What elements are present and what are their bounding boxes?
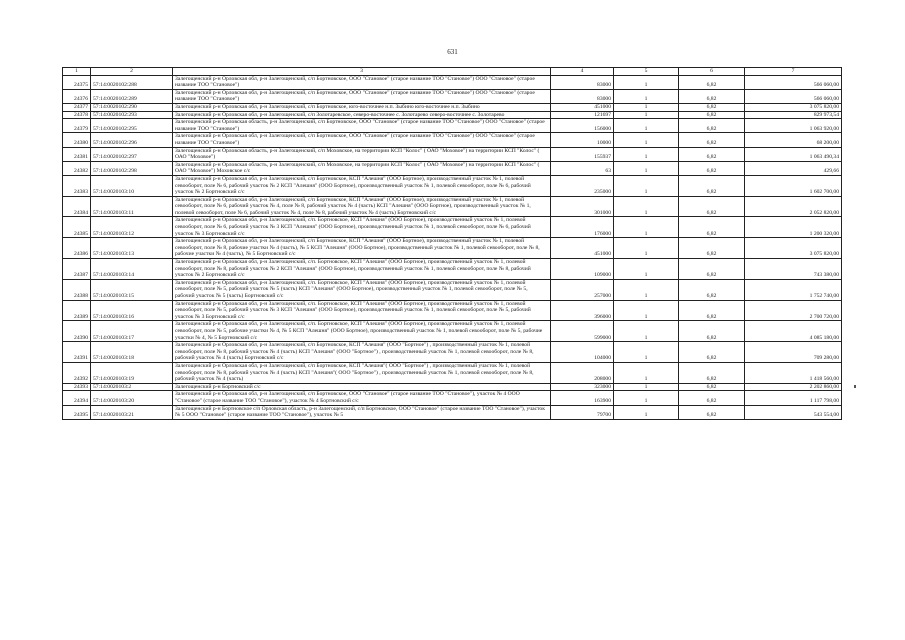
coefficient-value: 6,82 [679,133,745,147]
table-row [63,175,842,196]
area-value: 155937 [551,147,614,161]
table-row [63,75,842,89]
cadastral-number: 57:14:0020103:14 [91,259,173,280]
column-header: 5 [614,68,679,76]
cadastral-value: 1 117 798,00 [745,391,842,405]
location-description: Залегощенский р-н Орловская обл, р-н Залегощенский, с/п. Бортновское, КСП "Алешня" (ООО Бортное), производственный участок № 1, полевой севооборот, поле № 6, рабочий участок № 3 КСП "Алешня" (ООО Бортное), производственный участок № 1, полевой севооборот, поле № 6, рабочий участок № 3 Бортновский с/с [173,217,551,238]
row-number: 24375 [63,75,91,89]
table-row [63,279,842,300]
location-description: Залегощенский р-н Орловская обл, р-н Залегощенский, с/п Бортновское, КСП "Алешня" (ООО Бортное), производственный участок № 1, полевой севооборот, поле № 6, рабочий участок № 4, поле № 8, рабочий участок № 4 (часть) КСП "Алешня" (ООО Бортное), производственный участок № 1, полевой севооборот, поле № 6, рабочий участок № 4, поле № 8, рабочий участок № 4 (часть) Бортновский с/с [173,196,551,217]
coefficient-value: 6,82 [679,342,745,363]
row-number: 24394 [63,391,91,405]
location-description: Залегощенский р-н Орловская обл, р-н Залегощенский, с/п. Бортновское, КСП "Алешня" (ООО Бортное), производственный участок № 1, полевой севооборот, поле № 5, рабочий участок № 3 КСП "Алешня" (ООО Бортное), производственный участок № 1, полевой севооборот, поле № 5, рабочий участок № 3 Бортновский с/с [173,300,551,321]
row-number: 24387 [63,259,91,280]
location-description: Залегощенский р-н Орловская обл, р-н Залегощенский, с/п Бортновское, ООО "Становое" (старое название ТОО "Становое") ООО "Становое" (старое название ТОО "Становое") [173,133,551,147]
count-value: 1 [614,383,679,391]
column-header: 4 [551,68,614,76]
count-value: 1 [614,147,679,161]
row-number: 24379 [63,119,91,133]
location-description: Залегощенский р-н Орловская обл, р-н Залегощенский, с/п Бортновское, ООО "Становое" (старое название ТОО "Становое") ООО "Становое" (старое название ТОО "Становое") [173,75,551,89]
table-row [63,133,842,147]
row-number: 24385 [63,217,91,238]
area-value: 83000 [551,75,614,89]
area-value: 104000 [551,342,614,363]
cadastral-number: 57:14:0020103:13 [91,238,173,259]
cadastral-value: 4 085 180,00 [745,321,842,342]
cadastral-number: 57:14:0020103:18 [91,342,173,363]
coefficient-value: 6,82 [679,103,745,111]
coefficient-value: 6,82 [679,89,745,103]
count-value: 1 [614,111,679,119]
row-number: 24378 [63,111,91,119]
cadastral-number: 57:14:0020103:19 [91,362,173,383]
row-number: 24395 [63,405,91,419]
cadastral-value: 543 554,00 [745,405,842,419]
table-row [63,196,842,217]
coefficient-value: 6,82 [679,196,745,217]
row-number: 24384 [63,196,91,217]
coefficient-value: 6,82 [679,405,745,419]
count-value: 1 [614,279,679,300]
coefficient-value: 6,82 [679,175,745,196]
location-description: Залегощенский р-н Орловская область, р-н Залегощенский, с/п Моховское, на территории КСП "Колос" ( ОАО "Моховое") на территории КСП "Колос" ( ОАО "Моховое") [173,147,551,161]
cadastral-value: 2 202 860,00 [745,383,842,391]
cadastral-number: 57:14:0020102:297 [91,147,173,161]
cadastral-value: 2 052 820,00 [745,196,842,217]
location-description: Залегощенский р-н Орловская обл, р-н Залегощенский, с/п Бортновское, ООО "Становое" (старое название ТОО "Становое"), участок № 4 ООО "Становое" (старое название ТОО "Становое"), участок № 4 Бортновский с/с [173,391,551,405]
cadastral-value: 1 063 920,00 [745,119,842,133]
table-row [63,342,842,363]
count-value: 1 [614,196,679,217]
area-value: 10000 [551,133,614,147]
location-description: Залегощенский р-н Орловская обл, р-н Залегощенский, с/п Бортновское, КСП "Алешня" (ООО Бортное), производственный участок № 1, полевой севооборот, поле № 8, рабочие участки № 4 (часть), № 5 КСП "Алешня" (ООО Бортное), производственный участок № 1, полевой севооборот, поле № 8, рабочие участки № 4 (часть), № 5 Бортновский с/с [173,238,551,259]
location-description: Залегощенский р-н Орловская обл, р-н Залегощенский, с/п Бортновское, юго-восточнее н.п. Зыбино юго-восточнее н.п. Зыбино [173,103,551,111]
cadastral-number: 57:14:0020103:11 [91,196,173,217]
area-value: 301000 [551,196,614,217]
table-row [63,238,842,259]
row-number: 24392 [63,362,91,383]
location-description: Залегощенский р-н Орловская обл, р-н Залегощенский, с/п Золотаревское, северо-восточнее с. Золотарево северо-восточнее с. Золотарево [173,111,551,119]
cadastral-value: 3 075 820,00 [745,238,842,259]
coefficient-value: 6,82 [679,161,745,175]
area-value: 163900 [551,391,614,405]
coefficient-value: 6,82 [679,217,745,238]
area-value: 235000 [551,175,614,196]
cadastral-number: 57:14:0020102:290 [91,103,173,111]
location-description: Залегощенский р-н Орловская обл, р-н Залегощенский, с/п Бортновское, КСП "Алешня" (ООО Бортное), производственный участок № 1, полевой севооборот, поле № 6, рабочий участок № 2 КСП "Алешня" (ООО Бортное), производственный участок № 1, полевой севооборот, поле № 6, рабочий участок № 2 Бортновский с/с [173,175,551,196]
table-row [63,119,842,133]
location-description: Залегощенский р-н Орловская обл, р-н Залегощенский, с/п Бортновское, КСП "Алешня" (ООО "Бортное") , производственный участок № 1, полевой севооборот, поле № 8, рабочий участок № 4 (часть) КСП "Алешня" (ООО "Бортное") , производственный участок № 1, полевой севооборот, поле № 8, рабочий участок № 4 (часть) Бортновский с/с [173,342,551,363]
location-description: Залегощенский р-н Орловская обл, р-н Залегощенский, с/п. Бортновское, КСП "Алешня" (ООО Бортное), производственный участок № 1, полевой севооборот, поле № 8, рабочий участок № 2 КСП "Алешня" (ООО Бортное), производственный участок № 1, полевой севооборот, поле № 8, рабочий участок № 2 Бортновский с/с [173,259,551,280]
count-value: 1 [614,321,679,342]
count-value: 1 [614,405,679,419]
coefficient-value: 6,82 [679,362,745,383]
count-value: 1 [614,103,679,111]
area-value: 208000 [551,362,614,383]
area-value: 396000 [551,300,614,321]
cadastral-number: 57:14:0020103:20 [91,391,173,405]
coefficient-value: 6,82 [679,111,745,119]
cadastral-number: 57:14:0020102:293 [91,111,173,119]
table-row [63,391,842,405]
table-row [63,103,842,111]
column-header: 6 [679,68,745,76]
row-number: 24383 [63,175,91,196]
column-header: 1 [63,68,91,76]
cadastral-value: 829 973,54 [745,111,842,119]
coefficient-value: 6,82 [679,259,745,280]
cadastral-value: 3 075 820,00 [745,103,842,111]
cadastral-number: 57:14:0020103:10 [91,175,173,196]
cadastral-number: 57:14:0020102:288 [91,75,173,89]
cadastral-value: 429,66 [745,161,842,175]
count-value: 1 [614,391,679,405]
cadastral-number: 57:14:0020103:17 [91,321,173,342]
location-description: Залегощенский р-н Бортновский с/с [173,383,551,391]
area-value: 451000 [551,238,614,259]
cadastral-value: 1 602 700,00 [745,175,842,196]
cadastral-number: 57:14:0020103:15 [91,279,173,300]
count-value: 1 [614,119,679,133]
row-number: 24376 [63,89,91,103]
table-row [63,321,842,342]
area-value: 83000 [551,89,614,103]
cadastral-value: 2 700 720,00 [745,300,842,321]
table-row [63,161,842,175]
scan-mark [854,385,856,388]
cadastral-number: 57:14:0020103:12 [91,217,173,238]
cadastral-value: 68 200,00 [745,133,842,147]
count-value: 1 [614,161,679,175]
cadastral-number: 57:14:0020103:16 [91,300,173,321]
area-value: 257000 [551,279,614,300]
count-value: 1 [614,259,679,280]
coefficient-value: 6,82 [679,238,745,259]
location-description: Залегощенский р-н Орловская область, р-н Залегощенский, с/п Моховское, на территории КСП "Колос" ( ОАО "Моховое") на территории КСП "Колос" ( ОАО "Моховое") Моховское с/с [173,161,551,175]
count-value: 1 [614,133,679,147]
count-value: 1 [614,238,679,259]
count-value: 1 [614,362,679,383]
location-description: Залегощенский р-н Орловская обл, р-н Залегощенский, с/п Бортновское, КСП "Алешня"( ООО "Бортное") , производственный участок № 1, полевой севооборот, поле № 8, рабочий участок № 4 (часть) КСП "Алешня"( ООО "Бортное") , производственный участок № 1, полевой севооборот, поле № 8, рабочий участок № 4 (часть) [173,362,551,383]
table-row [63,362,842,383]
location-description: Залегощенский р-н Орловская обл, р-н Залегощенский, с/п. Бортновское, КСП "Алешня" (ООО Бортное), производственный участок № 1, полевой севооборот, поле № 5, рабочий участок № 5 (часть) КСП "Алешня" (ООО Бортное), производственный участок № 1, полевой севооборот, поле № 5, рабочий участок № 5 (часть) Бортновский с/с [173,279,551,300]
count-value: 1 [614,300,679,321]
cadastral-number: 57:14:0020102:289 [91,89,173,103]
area-value: 79700 [551,405,614,419]
coefficient-value: 6,82 [679,383,745,391]
row-number: 24388 [63,279,91,300]
count-value: 1 [614,175,679,196]
location-description: Залегощенский р-н Орловская область, р-н Залегощенский, с/п Бортновское, ООО "Становое" (старое название ТОО "Становое") ООО "Становое" (старое название ТОО "Становое") [173,119,551,133]
cadastral-value: 1 418 560,00 [745,362,842,383]
area-value: 121697 [551,111,614,119]
coefficient-value: 6,82 [679,300,745,321]
table-row [63,300,842,321]
location-description: Залегощенский р-н Орловская обл, р-н Залегощенский, с/п. Бортновское, КСП "Алешня" (ООО Бортное), производственный участок № 1, полевой севооборот, поле № 5, рабочие участки № 4, № 5 КСП "Алешня" (ООО Бортное), производственный участок № 1, полевой севооборот, поле № 5, рабочие участки № 4, № 5 Бортновский с/с [173,321,551,342]
area-value: 156000 [551,119,614,133]
column-header: 3 [173,68,551,76]
table-row [63,89,842,103]
row-number: 24391 [63,342,91,363]
cadastral-number: 57:14:0020103:2 [91,383,173,391]
area-value: 109000 [551,259,614,280]
table-row [63,383,842,391]
column-header: 2 [91,68,173,76]
table-row [63,259,842,280]
area-value: 599000 [551,321,614,342]
row-number: 24389 [63,300,91,321]
row-number: 24382 [63,161,91,175]
table-row [63,217,842,238]
count-value: 1 [614,217,679,238]
table-body [63,75,842,419]
row-number: 24380 [63,133,91,147]
cadastral-number: 57:14:0020102:298 [91,161,173,175]
coefficient-value: 6,82 [679,391,745,405]
row-number: 24381 [63,147,91,161]
row-number: 24390 [63,321,91,342]
count-value: 1 [614,75,679,89]
cadastral-value: 566 060,00 [745,89,842,103]
row-number: 24386 [63,238,91,259]
location-description: Залегощенский р-н Бортновское с/п Орловская область, р-н Залегощенский, с/п Бортновское, ООО "Становое" (старое название ТОО "Становое"), участок № 5 ООО "Становое" (старое название ТОО "Становое"), участок № 5 [173,405,551,419]
cadastral-value-table [62,67,842,420]
coefficient-value: 6,82 [679,279,745,300]
table-row [63,111,842,119]
coefficient-value: 6,82 [679,119,745,133]
cadastral-number: 57:14:0020103:21 [91,405,173,419]
cadastral-number: 57:14:0020102:295 [91,119,173,133]
cadastral-value: 1 752 740,00 [745,279,842,300]
cadastral-value: 709 280,00 [745,342,842,363]
area-value: 176000 [551,217,614,238]
count-value: 1 [614,342,679,363]
coefficient-value: 6,82 [679,75,745,89]
cadastral-number: 57:14:0020102:296 [91,133,173,147]
row-number: 24377 [63,103,91,111]
cadastral-value: 743 380,00 [745,259,842,280]
row-number: 24393 [63,383,91,391]
table-row [63,147,842,161]
location-description: Залегощенский р-н Орловская обл, р-н Залегощенский, с/п Бортновское, ООО "Становое" (старое название ТОО "Становое") ООО "Становое" (старое название ТОО "Становое") [173,89,551,103]
area-value: 63 [551,161,614,175]
table-row [63,405,842,419]
cadastral-value: 566 060,00 [745,75,842,89]
page-number: 631 [447,48,458,56]
area-value: 323000 [551,383,614,391]
count-value: 1 [614,89,679,103]
column-number-row [63,68,842,76]
column-header: 7 [745,68,842,76]
coefficient-value: 6,82 [679,147,745,161]
coefficient-value: 6,82 [679,321,745,342]
cadastral-value: 1 200 320,00 [745,217,842,238]
cadastral-value: 1 063 490,34 [745,147,842,161]
area-value: 451000 [551,103,614,111]
